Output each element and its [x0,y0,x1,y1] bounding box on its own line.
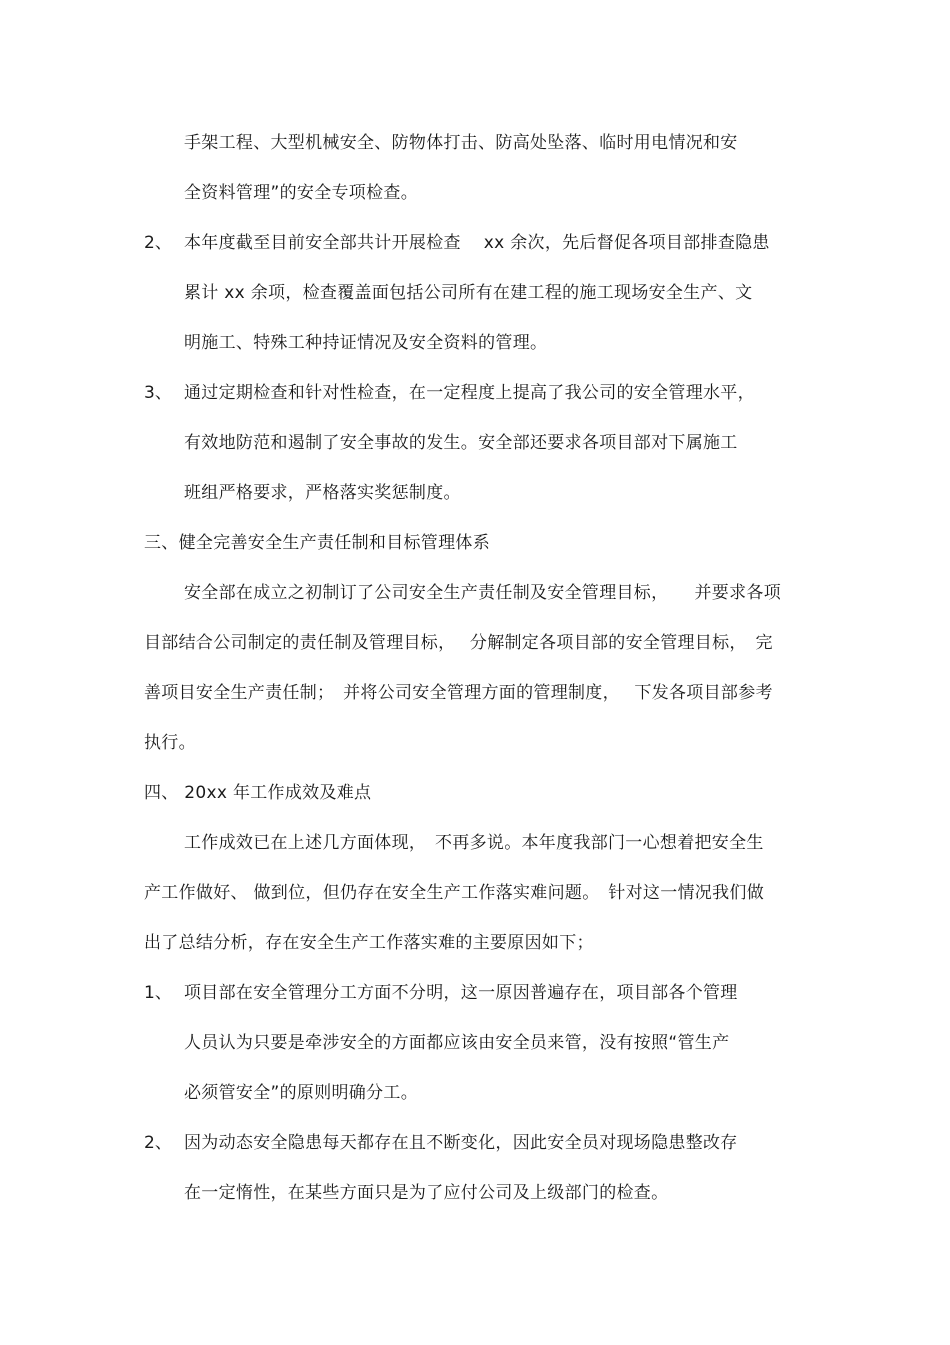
text-line: 项目部在安全管理分工方面不分明，这一原因普遍存在，项目部各个管理 [184,983,738,1003]
text-line: 累计 xx 余项，检查覆盖面包括公司所有在建工程的施工现场安全生产、文 [184,283,753,303]
text-line: 善项目安全生产责任制； 并将公司安全管理方面的管理制度， 下发各项目部参考 [144,683,773,703]
text-line: 本年度截至目前安全部共计开展检查 xx 余次，先后督促各项目部排查隐患 [184,233,770,253]
text-line: 有效地防范和遏制了安全事故的发生。安全部还要求各项目部对下属施工 [184,433,738,453]
text-line: 班组严格要求，严格落实奖惩制度。 [184,483,461,503]
text-line: 通过定期检查和针对性检查，在一定程度上提高了我公司的安全管理水平， [184,383,755,403]
text-line: 安全部在成立之初制订了公司安全生产责任制及安全管理目标， 并要求各项 [184,583,781,603]
text-line: 执行。 [144,733,196,753]
text-line: 全资料管理”的安全专项检查。 [184,183,419,203]
text-line: 人员认为只要是牵涉安全的方面都应该由安全员来管，没有按照“管生产 [184,1033,730,1053]
text-line: 出了总结分析，存在安全生产工作落实难的主要原因如下； [144,933,594,953]
text-line: 手架工程、大型机械安全、防物体打击、防高处坠落、临时用电情况和安 [184,133,738,153]
text-line: 工作成效已在上述几方面体现， 不再多说。本年度我部门一心想着把安全生 [184,833,764,853]
text-line: 目部结合公司制定的责任制及管理目标， 分解制定各项目部的安全管理目标， 完 [144,633,773,653]
list-number: 3、 [144,383,172,403]
list-number: 1、 [144,983,172,1003]
text-line: 产工作做好、 做到位，但仍存在安全生产工作落实难问题。 针对这一情况我们做 [144,883,765,903]
text-line: 因为动态安全隐患每天都存在且不断变化，因此安全员对现场隐患整改存 [184,1133,738,1153]
text-line: 明施工、特殊工种持证情况及安全资料的管理。 [184,333,548,353]
text-line: 必须管安全”的原则明确分工。 [184,1083,419,1103]
list-number: 2、 [144,1133,172,1153]
list-number: 2、 [144,233,172,253]
text-line: 在一定惰性，在某些方面只是为了应付公司及上级部门的检查。 [184,1183,669,1203]
section-heading: 三、健全完善安全生产责任制和目标管理体系 [144,533,490,553]
section-heading: 四、 20xx 年工作成效及难点 [144,783,372,803]
